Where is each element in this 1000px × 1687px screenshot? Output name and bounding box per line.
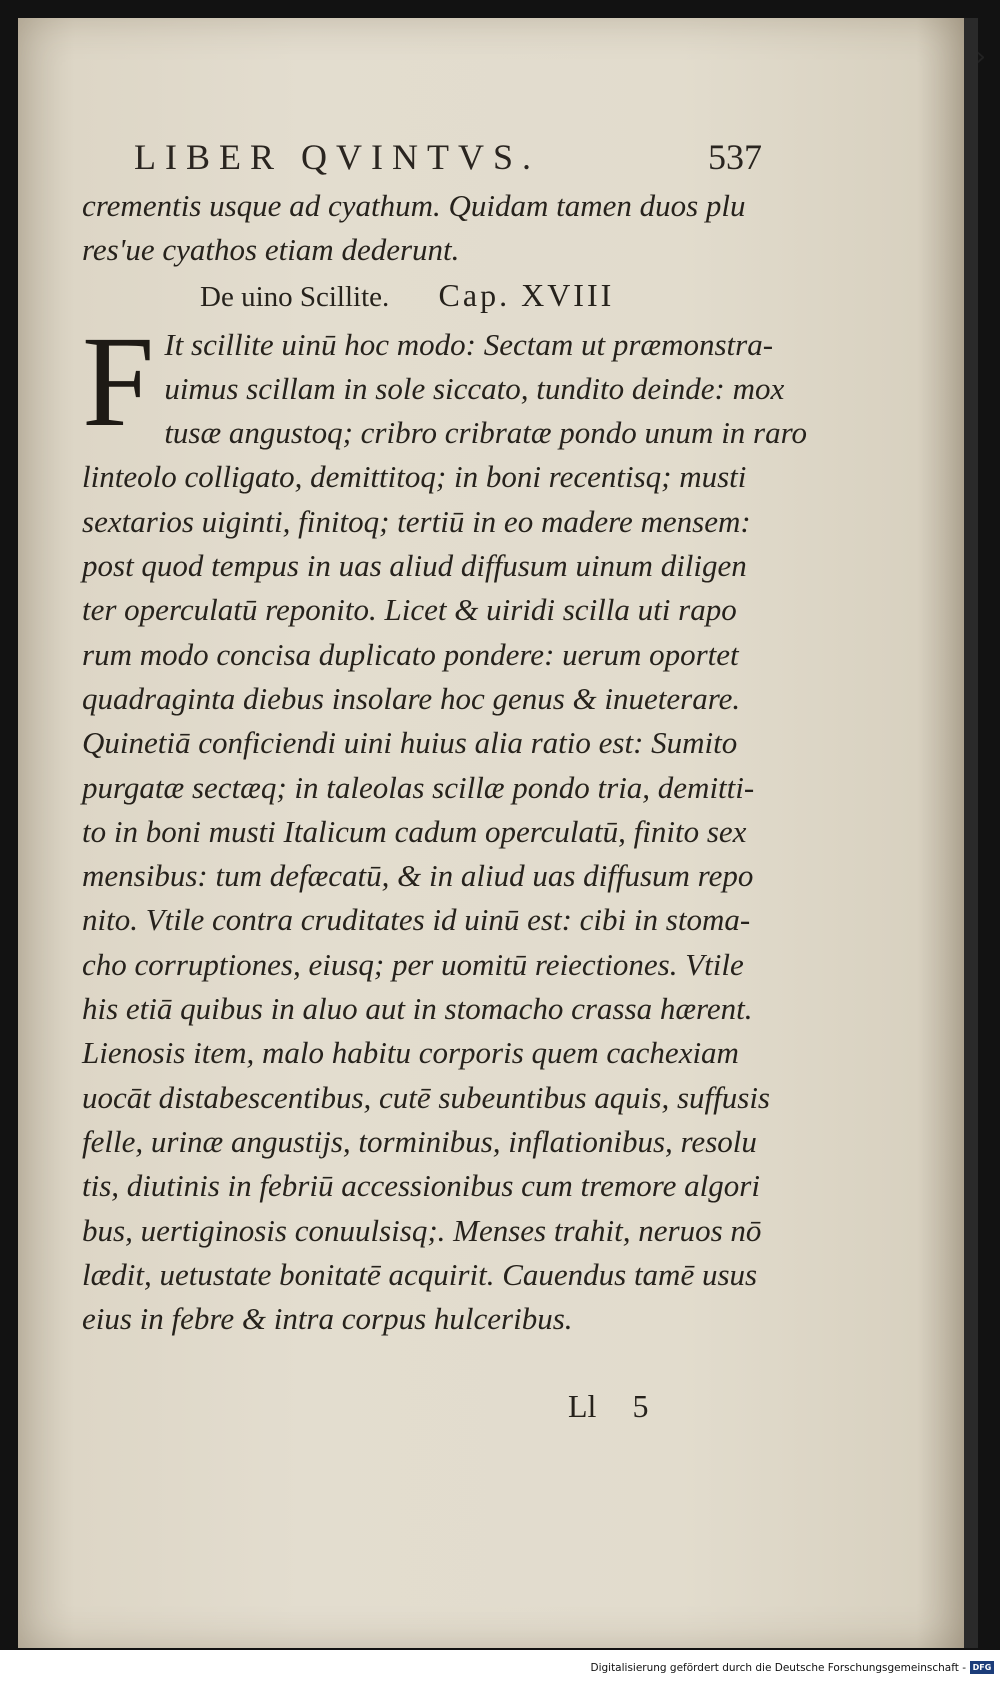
chapter-number: Cap. XVIII	[438, 276, 615, 313]
text-line: It scillite uinū hoc modo: Sectam ut præmonstra-	[164, 326, 774, 362]
chapter-title: De uino Scillite.	[200, 280, 390, 313]
text-line: purgatæ sectæq; in taleolas scillæ pondo tria, demitti-	[82, 769, 755, 805]
next-page-arrow-icon[interactable]: ›	[975, 42, 986, 72]
text-line: sextarios uiginti, finitoq; tertiū in eo madere mensem:	[82, 503, 751, 539]
text-line: lædit, uetustate bonitatē acquirit. Cauendus tamē usus	[82, 1256, 758, 1292]
page-number: 537	[708, 137, 762, 177]
text-line: uocāt distabescentibus, cutē subeuntibus aquis, suffusis	[82, 1079, 770, 1115]
text-line: tis, diutinis in febriū accessionibus cum tremore algori	[82, 1168, 760, 1204]
catchword: Ll	[568, 1388, 597, 1424]
text-line: nito. Vtile contra cruditates id uinū est: cibi in stoma-	[82, 902, 751, 938]
book-page	[18, 18, 978, 1648]
dfg-logo: DFG	[970, 1661, 994, 1674]
text-line: ter operculatū reponito. Licet & uiridi scilla uti rapo	[82, 592, 737, 628]
text-line: tusæ angustoq; cribro cribratæ pondo unum in raro	[164, 415, 808, 451]
text-line: bus, uertiginosis conuulsisq;. Menses trahit, neruos nō	[82, 1212, 762, 1248]
signature-mark: 5	[632, 1388, 649, 1424]
text-line: post quod tempus in uas aliud diffusum uinum diligen	[82, 548, 747, 584]
text-line: mensibus: tum defæcatū, & in aliud uas diffusum repo	[82, 858, 754, 894]
body-text	[82, 184, 808, 1341]
text-line: res'ue cyathos etiam dederunt.	[82, 232, 460, 268]
chapter-heading	[82, 273, 792, 323]
text-line: his etiā quibus in aluo aut in stomacho crassa hærent.	[82, 991, 753, 1027]
body-lines	[82, 411, 808, 1341]
text-line: quadraginta diebus insolare hoc genus & inueterare.	[82, 680, 741, 716]
funding-credit: Digitalisierung gefördert durch die Deutsche Forschungsgemeinschaft -	[590, 1662, 966, 1674]
catchword-line	[568, 1388, 648, 1425]
text-line: eius in febre & intra corpus hulceribus.	[82, 1301, 573, 1337]
running-head: LIBER QVINTVS.	[134, 137, 540, 177]
drop-initial: F	[82, 309, 155, 454]
text-line: felle, urinæ angustijs, torminibus, inflationibus, resolu	[82, 1123, 757, 1159]
footer-bar	[0, 1650, 1000, 1687]
text-line: Lienosis item, malo habitu corporis quem cachexiam	[82, 1035, 739, 1071]
text-line: linteolo colligato, demittitoq; in boni recentisq; musti	[82, 459, 747, 495]
text-line: cho corruptiones, eiusq; per uomitū reiectiones. Vtile	[82, 946, 744, 982]
text-line: Quinetiā conficiendi uini huius alia ratio est: Sumito	[82, 725, 738, 761]
text-line: crementis usque ad cyathum. Quidam tamen duos plu	[82, 188, 746, 223]
text-line: to in boni musti Italicum cadum operculatū, finito sex	[82, 813, 747, 849]
text-line: rum modo concisa duplicato pondere: uerum oportet	[82, 636, 739, 672]
text-line: uimus scillam in sole siccato, tundito deinde: mox	[164, 370, 785, 406]
